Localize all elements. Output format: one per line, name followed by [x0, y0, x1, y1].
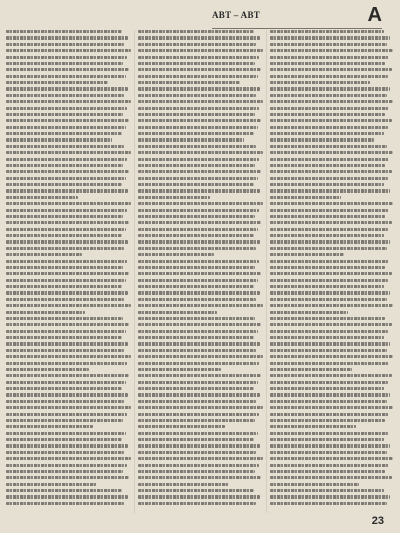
- text-line-placeholder: [6, 406, 131, 409]
- text-line-placeholder: [270, 311, 348, 314]
- text-line-placeholder: [6, 240, 128, 243]
- text-line-placeholder: [138, 221, 261, 224]
- text-line-placeholder: [270, 196, 341, 199]
- text-line-placeholder: [270, 355, 393, 358]
- text-line-placeholder: [138, 183, 254, 186]
- text-line-placeholder: [270, 470, 385, 473]
- text-line-placeholder: [270, 240, 390, 243]
- text-line-placeholder: [270, 170, 392, 173]
- text-line-placeholder: [138, 272, 261, 275]
- text-line-placeholder: [138, 483, 229, 486]
- text-line-placeholder: [6, 342, 128, 345]
- text-line-placeholder: [6, 298, 124, 301]
- text-line-placeholder: [270, 400, 387, 403]
- text-column-middle: [138, 30, 264, 513]
- text-line-placeholder: [6, 393, 128, 396]
- text-line-placeholder: [6, 151, 131, 154]
- text-line-placeholder: [6, 362, 127, 365]
- text-line-placeholder: [270, 381, 388, 384]
- text-line-placeholder: [270, 272, 392, 275]
- text-line-placeholder: [270, 495, 390, 498]
- text-line-placeholder: [138, 304, 263, 307]
- text-line-placeholder: [6, 202, 131, 205]
- text-line-placeholder: [270, 393, 390, 396]
- text-line-placeholder: [138, 62, 255, 65]
- text-line-placeholder: [270, 291, 390, 294]
- text-line-placeholder: [270, 132, 384, 135]
- text-line-placeholder: [270, 406, 393, 409]
- text-line-placeholder: [138, 330, 258, 333]
- text-line-placeholder: [6, 457, 131, 460]
- text-line-placeholder: [270, 336, 384, 339]
- text-line-placeholder: [6, 444, 128, 447]
- text-line-placeholder: [138, 464, 259, 467]
- text-line-placeholder: [270, 113, 385, 116]
- text-line-placeholder: [270, 387, 384, 390]
- text-line-placeholder: [138, 457, 263, 460]
- text-line-placeholder: [270, 62, 385, 65]
- text-line-placeholder: [6, 260, 127, 263]
- text-line-placeholder: [138, 49, 263, 52]
- text-line-placeholder: [6, 126, 126, 129]
- text-line-placeholder: [6, 483, 97, 486]
- text-line-placeholder: [138, 502, 256, 505]
- running-head: ABT – ABT: [212, 10, 261, 20]
- text-line-placeholder: [270, 119, 392, 122]
- text-line-placeholder: [270, 298, 387, 301]
- text-line-placeholder: [138, 56, 259, 59]
- text-line-placeholder: [270, 253, 344, 256]
- text-line-placeholder: [6, 221, 129, 224]
- text-line-placeholder: [6, 215, 123, 218]
- text-line-placeholder: [270, 317, 385, 320]
- text-line-placeholder: [138, 151, 263, 154]
- text-line-placeholder: [6, 234, 122, 237]
- text-line-placeholder: [138, 425, 225, 428]
- text-line-placeholder: [138, 247, 256, 250]
- text-line-placeholder: [6, 304, 131, 307]
- text-line-placeholder: [6, 75, 126, 78]
- text-line-placeholder: [270, 87, 390, 90]
- text-line-placeholder: [138, 234, 254, 237]
- text-line-placeholder: [138, 323, 261, 326]
- text-line-placeholder: [138, 451, 256, 454]
- text-line-placeholder: [138, 489, 254, 492]
- text-line-placeholder: [270, 260, 389, 263]
- text-line-placeholder: [138, 349, 256, 352]
- text-column-left: [6, 30, 132, 513]
- text-line-placeholder: [138, 476, 261, 479]
- text-line-placeholder: [138, 387, 254, 390]
- text-line-placeholder: [138, 381, 258, 384]
- text-line-placeholder: [138, 228, 258, 231]
- text-line-placeholder: [6, 400, 124, 403]
- text-line-placeholder: [6, 381, 126, 384]
- text-line-placeholder: [6, 145, 124, 148]
- text-line-placeholder: [138, 215, 255, 218]
- text-line-placeholder: [270, 444, 390, 447]
- text-line-placeholder: [138, 406, 263, 409]
- text-line-placeholder: [270, 457, 393, 460]
- text-line-placeholder: [270, 323, 392, 326]
- text-line-placeholder: [270, 438, 384, 441]
- text-line-placeholder: [270, 164, 385, 167]
- text-line-placeholder: [270, 279, 388, 282]
- text-line-placeholder: [270, 374, 392, 377]
- text-line-placeholder: [6, 349, 124, 352]
- text-line-placeholder: [270, 94, 387, 97]
- text-line-placeholder: [6, 177, 126, 180]
- text-line-placeholder: [270, 342, 390, 345]
- text-line-placeholder: [270, 349, 387, 352]
- text-line-placeholder: [138, 170, 261, 173]
- text-line-placeholder: [6, 247, 124, 250]
- text-line-placeholder: [6, 94, 124, 97]
- text-line-placeholder: [270, 234, 384, 237]
- text-line-placeholder: [270, 183, 384, 186]
- text-line-placeholder: [6, 196, 78, 199]
- text-line-placeholder: [6, 432, 126, 435]
- text-line-placeholder: [138, 81, 240, 84]
- text-line-placeholder: [6, 87, 128, 90]
- text-line-placeholder: [6, 36, 128, 39]
- text-line-placeholder: [138, 362, 259, 365]
- text-line-placeholder: [138, 132, 254, 135]
- text-line-placeholder: [270, 145, 387, 148]
- text-line-placeholder: [6, 438, 122, 441]
- text-line-placeholder: [6, 30, 122, 33]
- text-line-placeholder: [6, 56, 127, 59]
- text-line-placeholder: [6, 81, 108, 84]
- text-line-placeholder: [270, 189, 390, 192]
- text-line-placeholder: [138, 209, 259, 212]
- text-line-placeholder: [270, 100, 393, 103]
- text-line-placeholder: [138, 119, 261, 122]
- text-line-placeholder: [6, 336, 122, 339]
- text-line-placeholder: [138, 145, 256, 148]
- text-line-placeholder: [138, 100, 263, 103]
- text-line-placeholder: [6, 419, 123, 422]
- text-line-placeholder: [6, 451, 124, 454]
- text-line-placeholder: [270, 68, 392, 71]
- text-line-placeholder: [6, 425, 93, 428]
- text-line-placeholder: [6, 311, 85, 314]
- text-line-placeholder: [138, 285, 254, 288]
- text-line-placeholder: [6, 285, 122, 288]
- text-line-placeholder: [270, 425, 356, 428]
- text-line-placeholder: [138, 336, 254, 339]
- text-line-placeholder: [138, 196, 210, 199]
- text-line-placeholder: [6, 138, 112, 141]
- text-line-placeholder: [270, 330, 388, 333]
- text-line-placeholder: [6, 62, 123, 65]
- text-line-placeholder: [270, 138, 374, 141]
- text-line-placeholder: [6, 470, 123, 473]
- text-line-placeholder: [6, 119, 129, 122]
- column-divider: [266, 30, 267, 513]
- text-line-placeholder: [6, 107, 127, 110]
- text-line-placeholder: [6, 266, 123, 269]
- text-line-placeholder: [138, 298, 256, 301]
- text-line-placeholder: [138, 342, 260, 345]
- text-line-placeholder: [6, 189, 128, 192]
- text-line-placeholder: [138, 470, 255, 473]
- text-line-placeholder: [270, 362, 389, 365]
- text-line-placeholder: [138, 87, 260, 90]
- text-line-placeholder: [138, 419, 255, 422]
- text-line-placeholder: [270, 228, 388, 231]
- text-line-placeholder: [270, 49, 393, 52]
- text-line-placeholder: [6, 413, 127, 416]
- text-line-placeholder: [270, 432, 388, 435]
- text-line-placeholder: [6, 183, 122, 186]
- text-line-placeholder: [270, 215, 385, 218]
- text-column-right: [270, 30, 394, 513]
- text-line-placeholder: [270, 158, 389, 161]
- text-line-placeholder: [270, 177, 388, 180]
- text-line-placeholder: [138, 158, 259, 161]
- text-line-placeholder: [138, 432, 258, 435]
- text-line-placeholder: [270, 202, 393, 205]
- text-line-placeholder: [138, 30, 254, 33]
- text-line-placeholder: [270, 502, 387, 505]
- text-line-placeholder: [6, 164, 123, 167]
- text-line-placeholder: [270, 81, 370, 84]
- text-line-placeholder: [6, 495, 128, 498]
- text-line-placeholder: [138, 138, 244, 141]
- text-line-placeholder: [138, 240, 260, 243]
- text-line-placeholder: [6, 43, 124, 46]
- text-line-placeholder: [138, 400, 256, 403]
- text-line-placeholder: [138, 291, 260, 294]
- text-line-placeholder: [270, 285, 384, 288]
- text-line-placeholder: [138, 266, 255, 269]
- text-line-placeholder: [138, 438, 254, 441]
- text-line-placeholder: [138, 43, 256, 46]
- text-line-placeholder: [138, 189, 260, 192]
- text-line-placeholder: [138, 444, 260, 447]
- text-line-placeholder: [270, 476, 392, 479]
- text-line-placeholder: [6, 502, 124, 505]
- text-line-placeholder: [6, 355, 131, 358]
- text-line-placeholder: [270, 107, 389, 110]
- text-line-placeholder: [138, 317, 255, 320]
- text-line-placeholder: [6, 323, 129, 326]
- text-line-placeholder: [6, 279, 126, 282]
- text-line-placeholder: [138, 413, 259, 416]
- text-line-placeholder: [6, 464, 127, 467]
- text-line-placeholder: [138, 368, 221, 371]
- text-line-placeholder: [6, 228, 126, 231]
- text-line-placeholder: [138, 68, 261, 71]
- text-line-placeholder: [138, 311, 217, 314]
- text-line-placeholder: [270, 419, 385, 422]
- text-line-placeholder: [270, 464, 389, 467]
- text-line-placeholder: [6, 272, 129, 275]
- text-line-placeholder: [6, 209, 127, 212]
- text-line-placeholder: [270, 75, 388, 78]
- text-line-placeholder: [270, 451, 387, 454]
- text-line-placeholder: [6, 253, 82, 256]
- text-line-placeholder: [6, 476, 129, 479]
- text-line-placeholder: [138, 355, 263, 358]
- text-line-placeholder: [6, 68, 129, 71]
- text-line-placeholder: [138, 279, 258, 282]
- column-divider: [134, 30, 135, 513]
- text-line-placeholder: [270, 126, 388, 129]
- text-line-placeholder: [138, 113, 255, 116]
- text-line-placeholder: [6, 317, 123, 320]
- text-line-placeholder: [270, 151, 393, 154]
- text-line-placeholder: [138, 36, 260, 39]
- text-line-placeholder: [6, 291, 128, 294]
- text-line-placeholder: [270, 43, 387, 46]
- text-line-placeholder: [270, 304, 393, 307]
- text-line-placeholder: [138, 393, 260, 396]
- text-line-placeholder: [270, 56, 389, 59]
- text-line-placeholder: [6, 158, 127, 161]
- text-line-placeholder: [270, 247, 387, 250]
- text-line-placeholder: [6, 489, 122, 492]
- text-line-placeholder: [138, 260, 259, 263]
- text-line-placeholder: [138, 107, 259, 110]
- section-letter: A: [367, 4, 382, 26]
- page-number: 23: [371, 515, 384, 527]
- text-line-placeholder: [138, 253, 214, 256]
- text-line-placeholder: [270, 368, 352, 371]
- text-line-placeholder: [270, 266, 385, 269]
- text-line-placeholder: [138, 75, 258, 78]
- text-line-placeholder: [138, 164, 255, 167]
- text-line-placeholder: [6, 374, 129, 377]
- text-line-placeholder: [6, 100, 131, 103]
- text-line-placeholder: [270, 36, 390, 39]
- text-line-placeholder: [6, 113, 123, 116]
- text-line-placeholder: [138, 374, 261, 377]
- text-line-placeholder: [6, 330, 126, 333]
- text-line-placeholder: [138, 202, 263, 205]
- text-line-placeholder: [270, 413, 389, 416]
- text-line-placeholder: [6, 368, 89, 371]
- text-line-placeholder: [138, 177, 258, 180]
- text-line-placeholder: [270, 209, 389, 212]
- text-line-placeholder: [6, 49, 131, 52]
- text-line-placeholder: [138, 495, 260, 498]
- text-line-placeholder: [270, 30, 384, 33]
- text-line-placeholder: [270, 489, 384, 492]
- text-line-placeholder: [6, 132, 122, 135]
- page-header: [212, 4, 382, 29]
- text-line-placeholder: [138, 94, 256, 97]
- text-line-placeholder: [6, 170, 129, 173]
- text-line-placeholder: [270, 221, 392, 224]
- text-line-placeholder: [270, 483, 359, 486]
- text-line-placeholder: [6, 387, 122, 390]
- text-line-placeholder: [138, 126, 258, 129]
